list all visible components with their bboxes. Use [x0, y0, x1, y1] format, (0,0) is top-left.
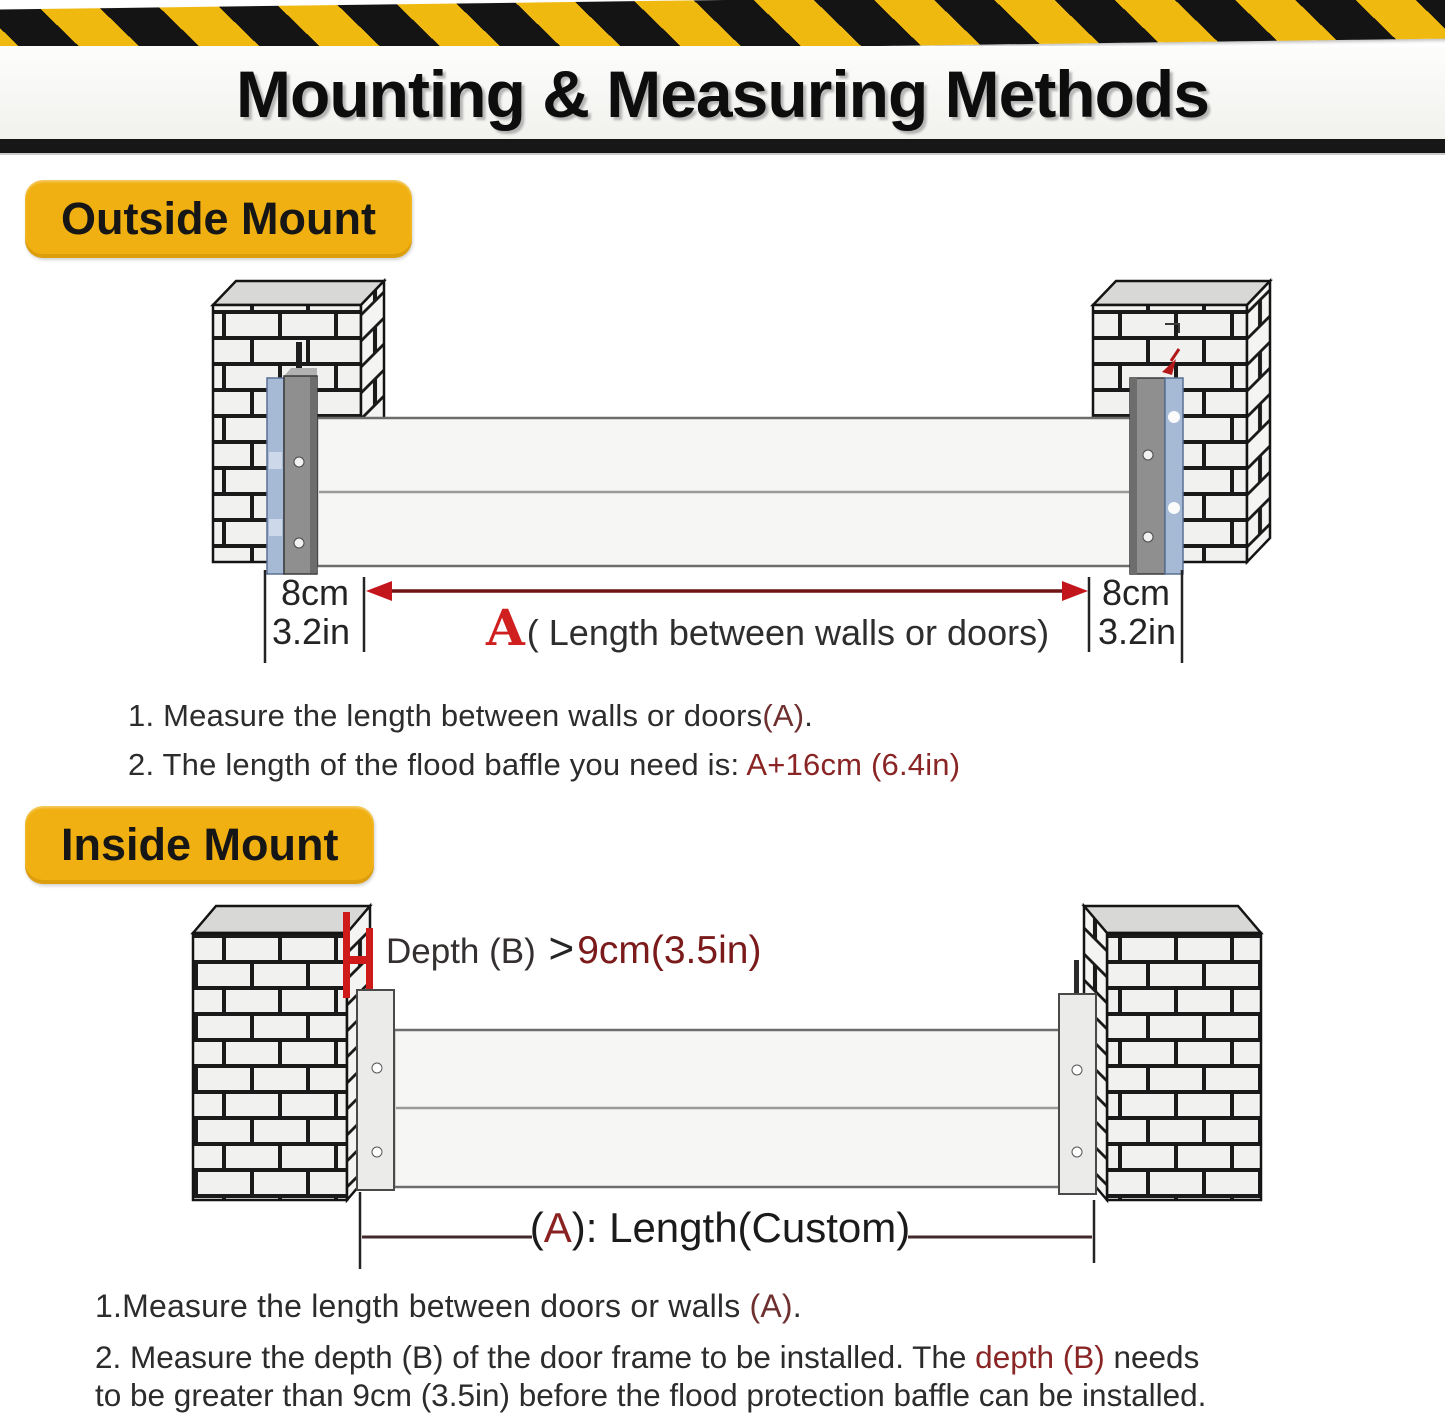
span-label-rest: ( Length between walls or doors)	[526, 612, 1050, 653]
rivet	[1143, 450, 1153, 460]
outside-left-cm: 8cm	[280, 572, 349, 613]
rivet	[1143, 532, 1153, 542]
left-pillar-top-face	[213, 281, 384, 305]
rivet	[372, 1063, 382, 1073]
outside-step-2: 2. The length of the flood baffle you need is: A+16cm (6.4in)	[128, 747, 961, 782]
inside-step-2: 2. Measure the depth (B) of the door frame to be installed. The depth (B) needs to be greater than 9cm (3.5in) before the flood protection baffle can be installed.	[95, 1339, 1207, 1413]
rivet	[1072, 1065, 1082, 1075]
right-pillar-top-face	[1084, 906, 1261, 933]
right-wall-strip	[1165, 378, 1183, 574]
depth-label-text: Depth (B)	[386, 932, 546, 971]
rivet	[294, 538, 304, 548]
arrowhead-right	[1062, 581, 1088, 601]
left-wall-strip	[267, 378, 284, 574]
right-pillar-top-face	[1093, 281, 1270, 305]
rivet	[1072, 1147, 1082, 1157]
depth-annotation	[386, 924, 761, 974]
outside-right-cm: 8cm	[1101, 572, 1170, 613]
outside-left-in: 3.2in	[271, 611, 351, 652]
rivet	[294, 457, 304, 467]
span-length-label	[486, 598, 1049, 657]
arrowhead-left	[366, 581, 392, 601]
outside-step-1: 1. Measure the length between walls or doors(A).	[128, 698, 814, 733]
left-pillar-front-face	[193, 933, 347, 1200]
right-pillar-front-face	[1107, 933, 1261, 1200]
depth-marker	[343, 956, 373, 964]
outside-right-in: 3.2in	[1097, 611, 1177, 652]
depth-value: 9cm(3.5in)	[577, 929, 762, 972]
anchor-bolt	[1074, 960, 1079, 994]
depth-marker	[343, 912, 350, 998]
outside-mount-badge: Outside Mount	[25, 180, 412, 258]
greater-than-sign: >	[548, 924, 575, 973]
span-label-a: A	[486, 598, 525, 657]
left-channel-bracket	[357, 990, 394, 1190]
inside-step-1: 1.Measure the length between doors or walls (A).	[95, 1288, 802, 1324]
inside-mount-badge: Inside Mount	[25, 806, 374, 884]
right-channel-bracket	[1059, 994, 1096, 1194]
page-title: Mounting & Measuring Methods	[236, 57, 1209, 131]
right-pillar-side-face	[1247, 281, 1270, 562]
rivet	[372, 1147, 382, 1157]
custom-length-label: (A): Length(Custom)	[529, 1204, 911, 1251]
